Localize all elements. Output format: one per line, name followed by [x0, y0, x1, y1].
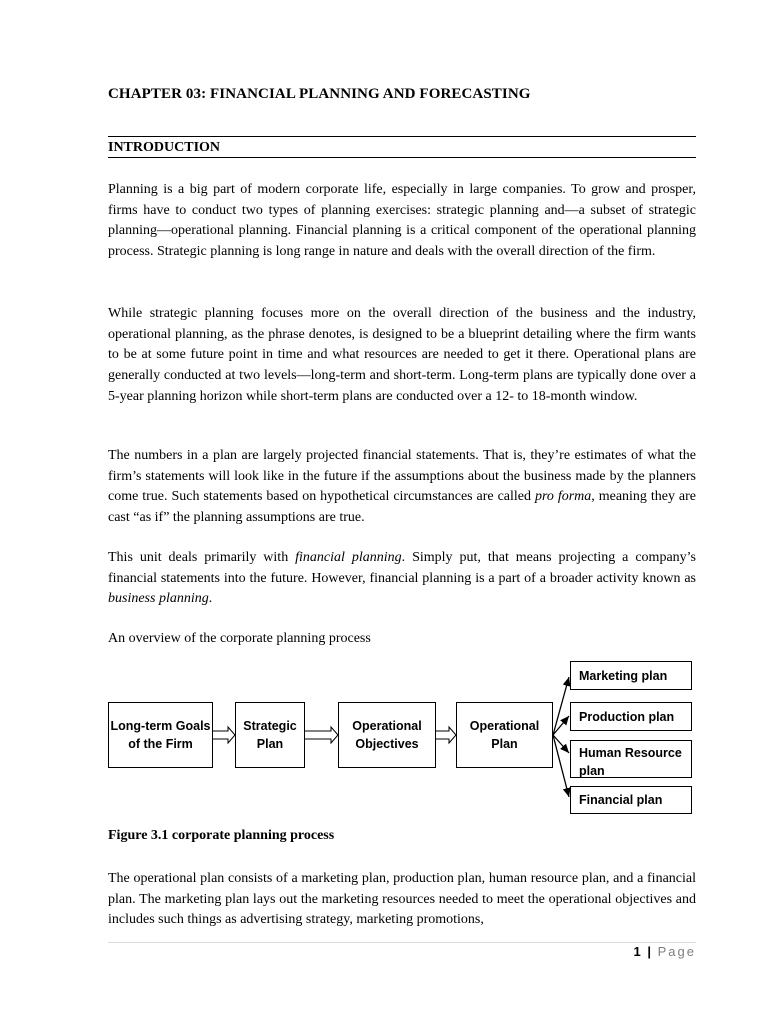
paragraph-5: The operational plan consists of a marketing plan, production plan, human resource plan, and a financial plan. The marketing plan lays out the marketing resources needed to meet the operational objectives and includes such things as advertising strategy, marketing promotions,	[108, 871, 696, 928]
figure-caption: Figure 3.1 corporate planning process	[108, 828, 335, 843]
paragraph-3-emphasis: pro forma	[534, 489, 592, 505]
box-financial-plan: Financial plan	[570, 786, 692, 814]
footer-separator: |	[647, 944, 651, 959]
paragraph-2: While strategic planning focuses more on the overall direction of the business and the industry, operational planning, as the phrase denotes, is designed to be a blueprint detailing where the firm wants to be at some future point in time and what resources are needed to get it there. Operational plans are generally conducted at two levels—long-term and short-term. Long-term plans are typically done over a 5-year planning horizon while short-term plans are conducted over a 12- to 18-month window.	[108, 306, 696, 404]
box-production-plan: Production plan	[570, 702, 692, 731]
paragraph-4-emphasis-1: financial planning	[295, 550, 402, 565]
paragraph-4	[108, 548, 696, 610]
paragraph-3-text-b: , meaning they are cast “as if” the planning assumptions are true.	[108, 489, 696, 526]
page-footer	[634, 944, 697, 959]
paragraph-4-text-a: This unit deals primarily with	[108, 550, 296, 565]
hollow-arrow-1	[213, 727, 235, 743]
hollow-arrow-2	[305, 727, 338, 743]
hollow-arrow-3	[436, 727, 456, 743]
paragraph-3-text-a: The numbers in a plan are largely projected financial statements. That is, they’re estimates of what the firm’s statements will look like in the future if the assumptions about the business made by the planners come true. Such statements based on hypothetical circumstances are called	[108, 448, 696, 505]
paragraph-4-text-b: . Simply put, that means projecting a company’s financial statements into the future. However, financial planning is a part of a broader activity known as	[108, 550, 697, 586]
chapter-title: CHAPTER 03: FINANCIAL PLANNING AND FORECASTING	[108, 86, 531, 102]
box-strategic-plan: Strategic Plan	[235, 702, 305, 768]
page-label: Page	[657, 944, 696, 959]
paragraph-4-text-c: .	[208, 591, 213, 607]
paragraph-1: Planning is a big part of modern corporate life, especially in large companies. To grow and prosper, firms have to conduct two types of planning exercises: strategic planning and—a subset of strategic planning—operational planning. Financial planning is a critical component of the operational planning process. Strategic planning is long range in nature and deals with the overall direction of the firm.	[108, 182, 696, 260]
box-long-term-goals: Long-term Goals of the Firm	[108, 702, 213, 768]
paragraph-4-emphasis-2: business planning	[108, 591, 209, 607]
page-number: 1	[633, 944, 641, 959]
box-operational-objectives: Operational Objectives	[338, 702, 436, 768]
box-marketing-plan: Marketing plan	[570, 661, 692, 690]
section-heading: INTRODUCTION	[108, 136, 696, 158]
diagram-intro-label: An overview of the corporate planning process	[108, 631, 371, 646]
footer-divider	[108, 942, 696, 943]
paragraph-3	[108, 446, 696, 529]
fanout-arrows	[553, 677, 569, 797]
box-operational-plan: Operational Plan	[456, 702, 553, 768]
box-human-resource-plan: Human Resource plan	[570, 740, 692, 778]
